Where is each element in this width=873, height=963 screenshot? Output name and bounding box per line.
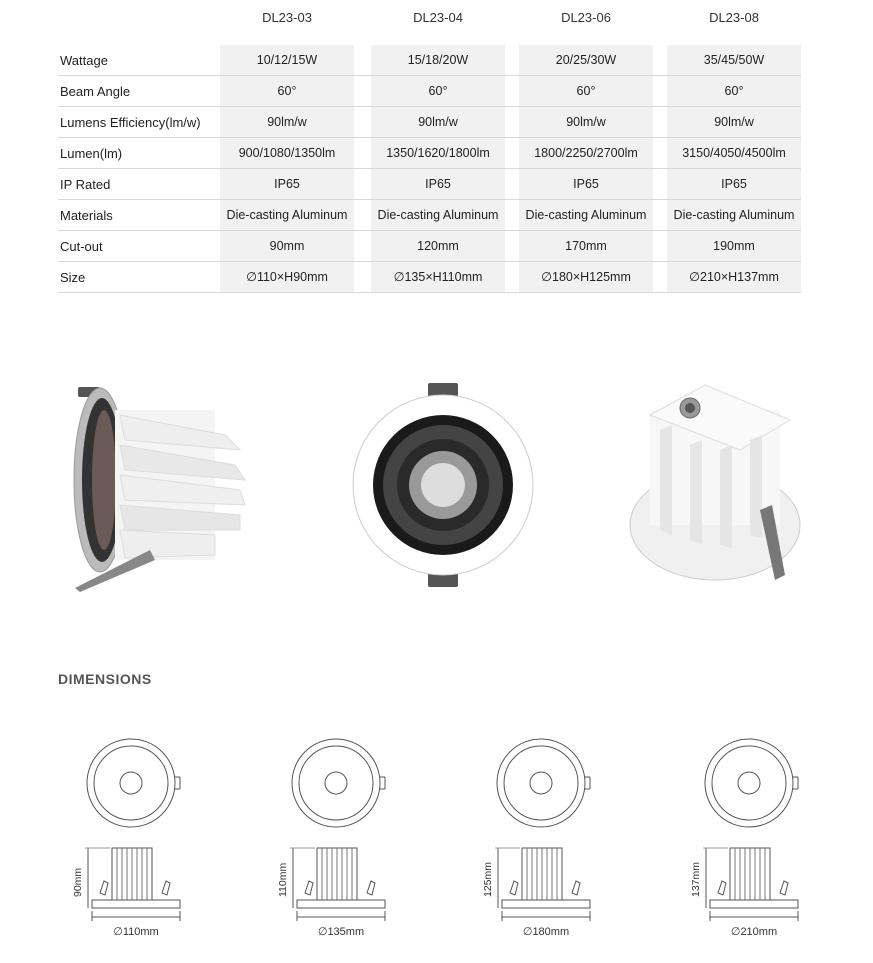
height-label: 137mm [690, 861, 702, 897]
spec-row [58, 262, 801, 293]
spec-cell: 900/1080/1350lm [220, 138, 354, 168]
model-header: DL23-04 [413, 10, 463, 25]
height-label: 110mm [277, 862, 289, 897]
model-header: DL23-08 [709, 10, 759, 25]
spec-cell: 1350/1620/1800lm [371, 138, 505, 168]
spec-cell: 60° [519, 76, 653, 106]
spec-cell: IP65 [371, 169, 505, 199]
spec-cell: Die-casting Aluminum [220, 200, 354, 230]
spec-row [58, 107, 801, 138]
spec-rows [58, 45, 801, 293]
spec-cell: 90lm/w [519, 107, 653, 137]
dimension-drawing [480, 735, 650, 950]
spec-cell: IP65 [519, 169, 653, 199]
spec-cell: 3150/4050/4500lm [667, 138, 801, 168]
spec-cell: 90lm/w [220, 107, 354, 137]
spec-row-label: Beam Angle [60, 84, 131, 99]
spec-row [58, 169, 801, 200]
spec-cell: 170mm [519, 231, 653, 261]
spec-row [58, 200, 801, 231]
diameter-label: ∅110mm [113, 926, 159, 938]
product-photos [0, 370, 873, 600]
spec-cell: 60° [220, 76, 354, 106]
spec-row-label: Lumen(lm) [60, 146, 123, 161]
spec-row [58, 138, 801, 169]
model-header: DL23-06 [561, 10, 611, 25]
spec-cell: 15/18/20W [371, 45, 505, 75]
spec-row-label: IP Rated [60, 177, 111, 192]
spec-cell: ∅180×H125mm [519, 262, 653, 292]
spec-cell: ∅210×H137mm [667, 262, 801, 292]
dimension-sketch [688, 735, 818, 935]
spec-row [58, 76, 801, 107]
spec-cell: 60° [667, 76, 801, 106]
spec-row-label: Materials [60, 208, 113, 223]
spec-cell: Die-casting Aluminum [667, 200, 801, 230]
spec-cell: 20/25/30W [519, 45, 653, 75]
downlight-front-photo [353, 383, 533, 587]
spec-cell: 90lm/w [371, 107, 505, 137]
spec-cell: IP65 [220, 169, 354, 199]
dimension-sketch [480, 735, 610, 935]
spec-cell: Die-casting Aluminum [519, 200, 653, 230]
diameter-label: ∅135mm [317, 926, 365, 938]
spec-cell: 120mm [371, 231, 505, 261]
dimension-drawing [688, 735, 858, 950]
diameter-label: ∅210mm [730, 926, 778, 938]
spec-cell: 190mm [667, 231, 801, 261]
downlight-back-photo [630, 385, 800, 580]
spec-cell: Die-casting Aluminum [371, 200, 505, 230]
height-label: 90mm [72, 867, 84, 897]
dimensions-title: DIMENSIONS [58, 671, 152, 687]
dimension-drawing [275, 735, 445, 950]
spec-cell: ∅110×H90mm [220, 262, 354, 292]
height-label: 125mm [482, 861, 494, 897]
spec-cell: 1800/2250/2700lm [519, 138, 653, 168]
photo-strip [0, 370, 873, 600]
model-header-row [58, 10, 801, 30]
spec-cell: 10/12/15W [220, 45, 354, 75]
spec-row-label: Size [60, 270, 86, 285]
spec-row-label: Lumens Efficiency(lm/w) [60, 115, 201, 130]
spec-row-label: Wattage [60, 53, 108, 68]
spec-row-label: Cut-out [60, 239, 103, 254]
spec-cell: IP65 [667, 169, 801, 199]
spec-cell: 35/45/50W [667, 45, 801, 75]
spec-cell: ∅135×H110mm [371, 262, 505, 292]
spec-row [58, 231, 801, 262]
dimension-sketch [275, 735, 405, 935]
spec-cell: 60° [371, 76, 505, 106]
dimension-sketch [70, 735, 200, 935]
dimension-drawing [70, 735, 240, 950]
spec-cell: 90mm [220, 231, 354, 261]
downlight-side-photo [74, 387, 245, 592]
spec-row [58, 45, 801, 76]
model-header: DL23-03 [262, 10, 312, 25]
diameter-label: ∅180mm [522, 926, 570, 938]
spec-cell: 90lm/w [667, 107, 801, 137]
